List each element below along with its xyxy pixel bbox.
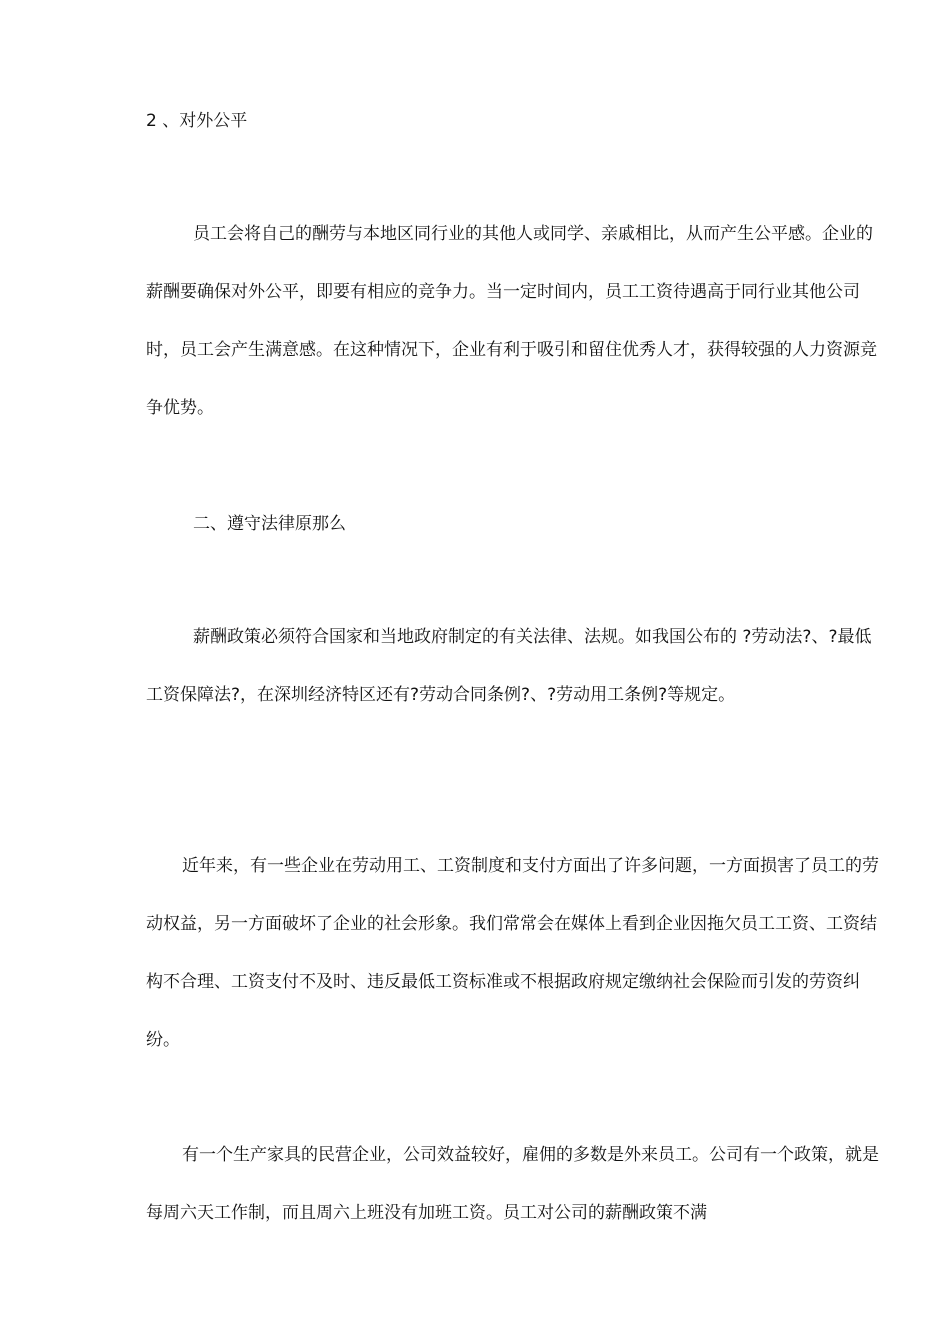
paragraph-external-fairness: 员工会将自己的酬劳与本地区同行业的其他人或同学、亲戚相比，从而产生公平感。企业的薪酬要确保对外公平，即要有相应的竞争力。当一定时间内，员工工资待遇高于同行业其他公司时，员工会产生满意感。在这种情况下，企业有利于吸引和留住优秀人才，获得较强的人力资源竞争优势。: [146, 224, 877, 418]
section-title: 二、遵守法律原那么: [193, 514, 346, 534]
paragraph-recent-issues: 近年来，有一些企业在劳动用工、工资制度和支付方面出了许多问题，一方面损害了员工的劳动权益，另一方面破坏了企业的社会形象。我们常常会在媒体上看到企业因拖欠员工工资、工资结构不合理、工资支付不及时、违反最低工资标准或不根据政府规定缴纳社会保险而引发的劳资纠纷。: [146, 856, 879, 1050]
paragraph-case-example: 有一个生产家具的民营企业，公司效益较好，雇佣的多数是外来员工。公司有一个政策，就是每周六天工作制，而且周六上班没有加班工资。员工对公司的薪酬政策不满: [146, 1145, 879, 1223]
paragraph-law-compliance: 薪酬政策必须符合国家和当地政府制定的有关法律、法规。如我国公布的 ?劳动法?、?最低工资保障法?，在深圳经济特区还有?劳动合同条例?、?劳动用工条例?等规定。: [146, 627, 872, 705]
section-heading: 2 、对外公平: [146, 111, 248, 131]
